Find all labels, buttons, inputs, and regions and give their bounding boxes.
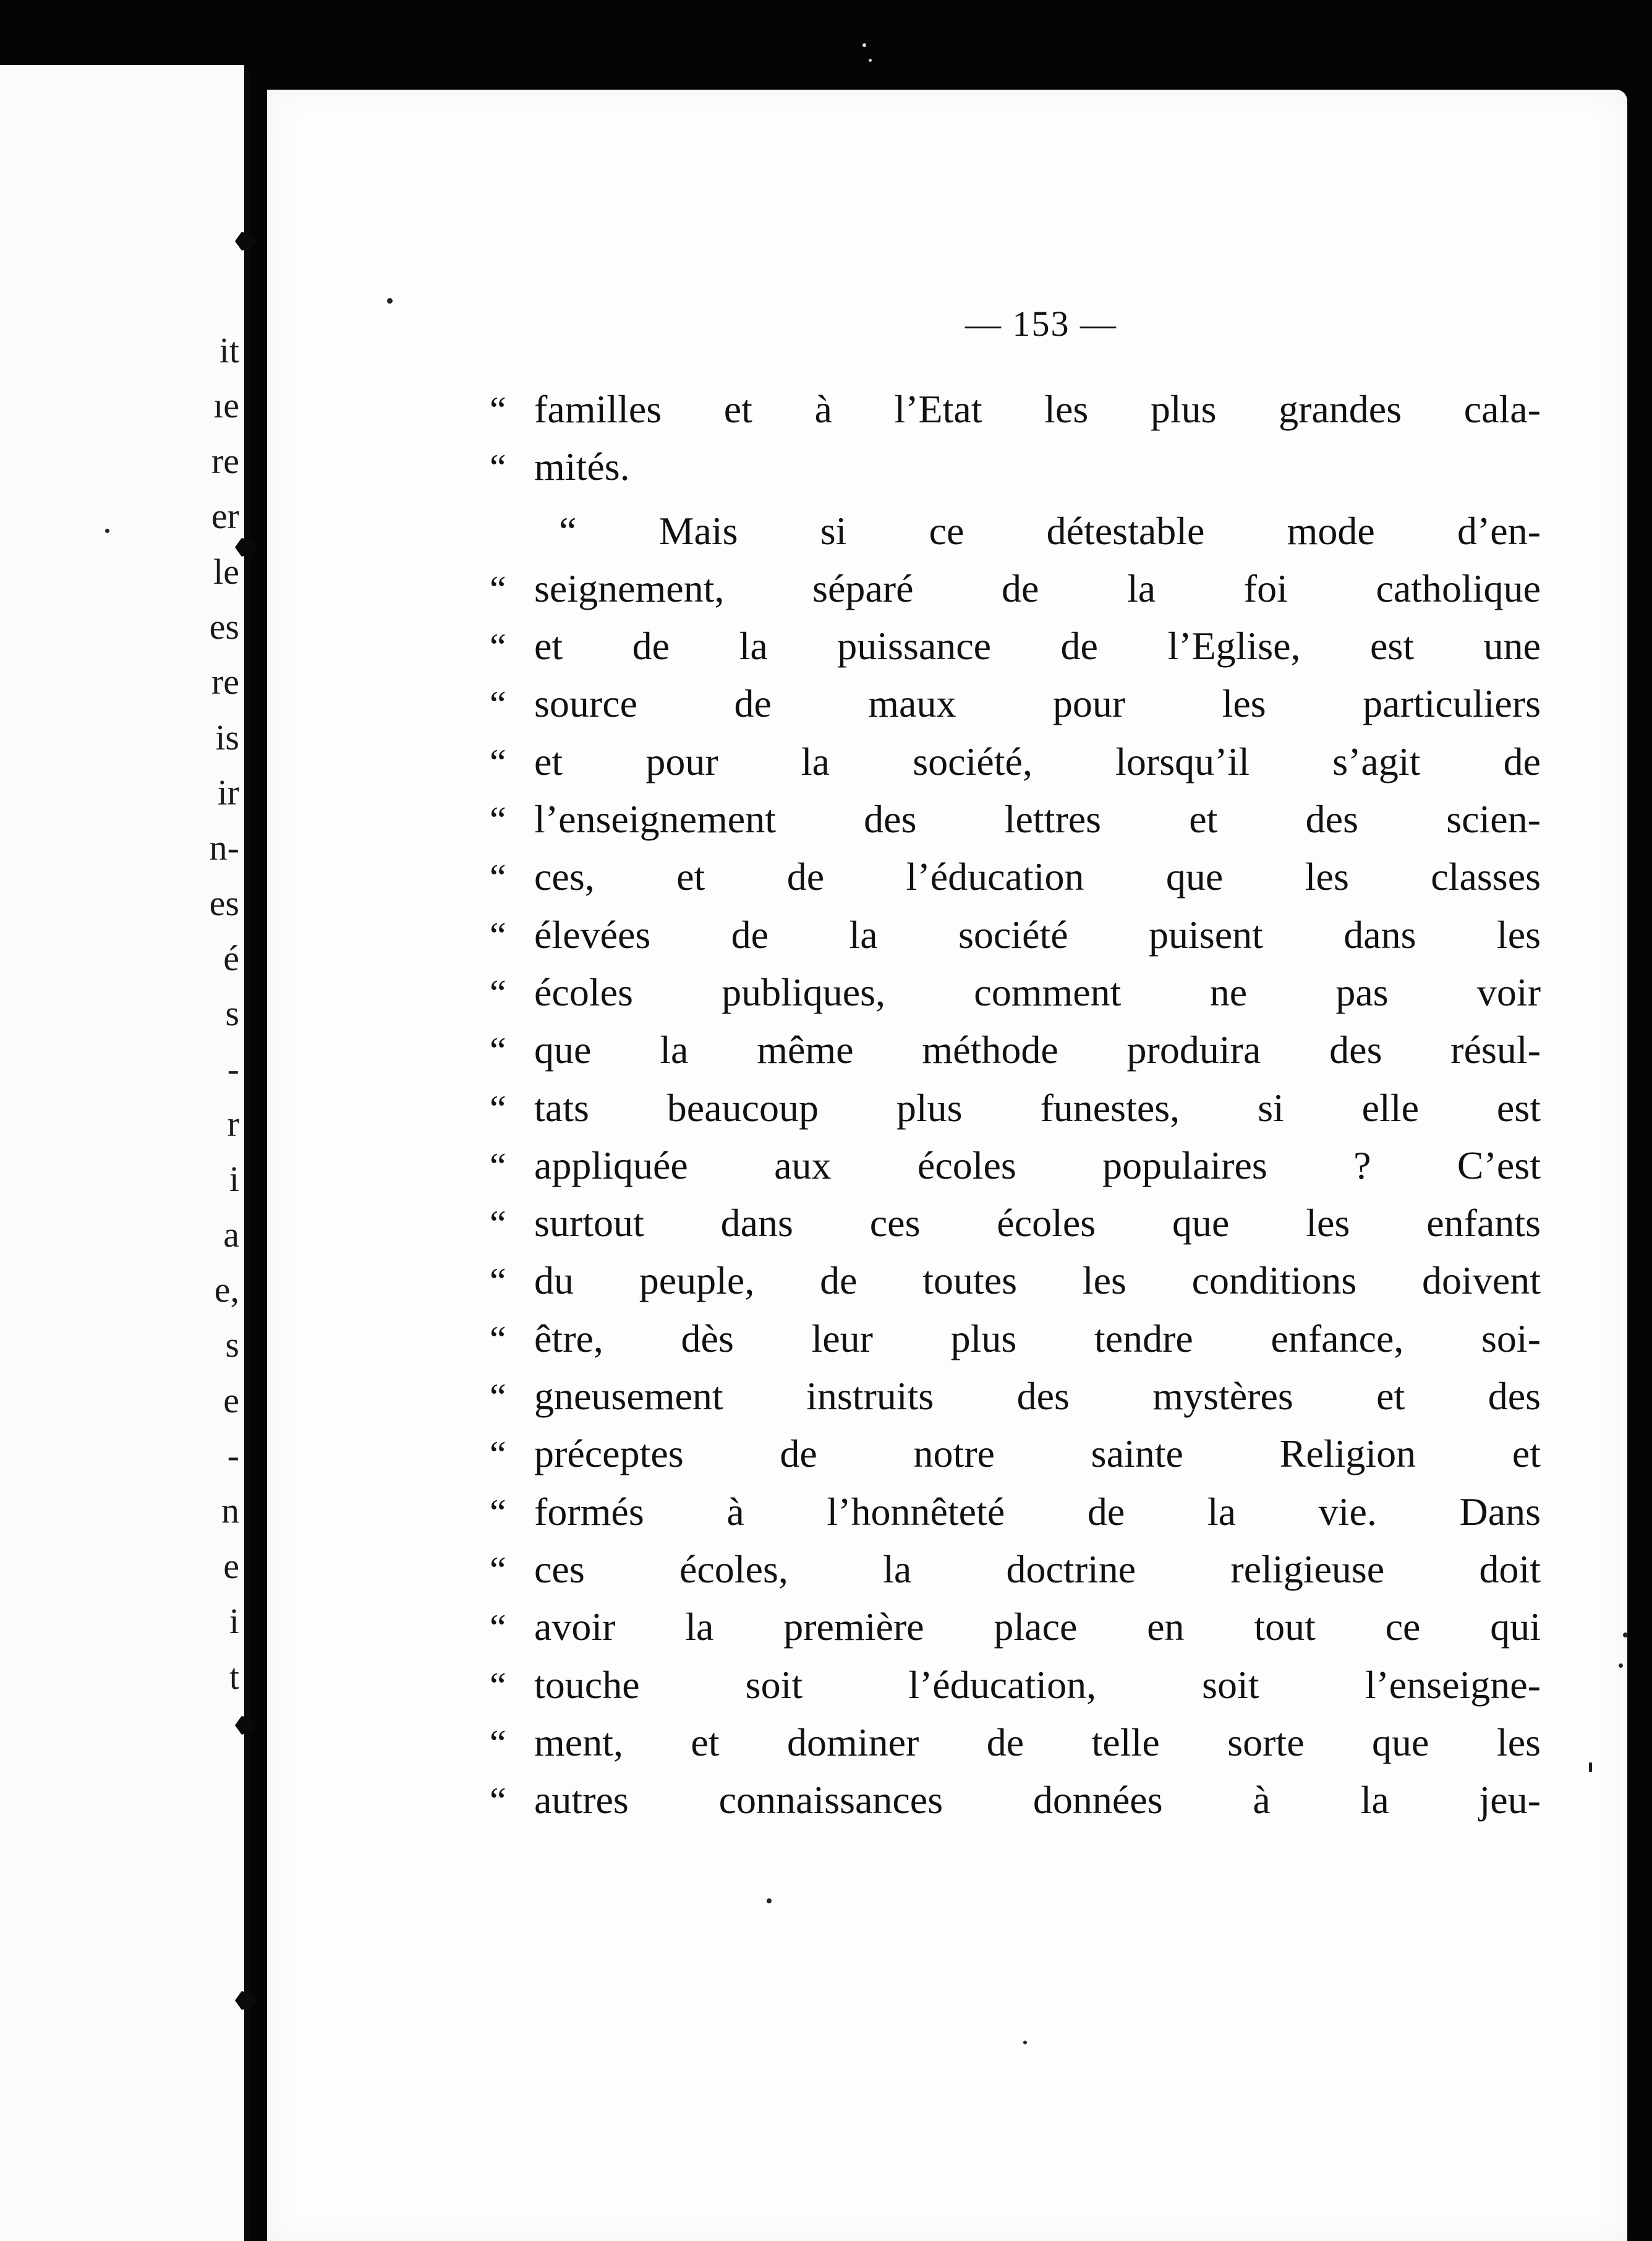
- quote-mark: “: [490, 1145, 506, 1187]
- line-text: ment, et dominer de telle sorte que les: [534, 1720, 1541, 1764]
- quote-mark: “: [490, 741, 506, 783]
- line-text: être, dès leur plus tendre enfance, soi-: [534, 1316, 1541, 1360]
- line-text: source de maux pour les particuliers: [534, 681, 1541, 726]
- text-line: [490, 1079, 1541, 1137]
- left-page-fragment: -: [227, 1049, 239, 1089]
- binding-stitch: [235, 538, 257, 557]
- quote-mark: “: [490, 684, 506, 725]
- text-line: [490, 1252, 1541, 1309]
- quote-mark: “: [490, 1318, 506, 1360]
- left-page-fragment: i: [229, 1601, 239, 1641]
- left-page-fragment: s: [225, 1325, 239, 1365]
- line-text: mités.: [534, 445, 630, 489]
- line-text: préceptes de notre sainte Religion et: [534, 1432, 1541, 1476]
- line-text: ces écoles, la doctrine religieuse doit: [534, 1547, 1541, 1591]
- quote-mark: “: [490, 1030, 506, 1072]
- book-binding: [235, 68, 257, 2241]
- text-line: [490, 1310, 1541, 1367]
- left-page-fragment: e: [223, 1380, 239, 1420]
- text-line: [490, 1137, 1541, 1194]
- text-line: [490, 906, 1541, 963]
- quote-mark: “: [490, 1492, 506, 1533]
- line-text: du peuple, de toutes les conditions doivent: [534, 1258, 1541, 1303]
- left-page-fragment: s: [225, 993, 239, 1033]
- left-page-fragment: n: [221, 1490, 239, 1530]
- binding-stitch: [235, 1991, 257, 2010]
- text-line: [490, 502, 1541, 560]
- right-page: [267, 90, 1627, 2241]
- page-number: — 153 —: [965, 304, 1117, 344]
- left-page-fragment: t: [229, 1657, 239, 1697]
- line-text: et de la puissance de l’Eglise, est une: [534, 624, 1541, 668]
- quote-mark: “: [490, 1780, 506, 1822]
- text-line: [490, 1714, 1541, 1771]
- text-line: [490, 1021, 1541, 1078]
- quote-mark: “: [490, 1261, 506, 1302]
- binding-line: [245, 68, 249, 2241]
- quote-mark: “: [490, 1665, 506, 1706]
- binding-stitch: [235, 232, 257, 250]
- quote-mark: “: [490, 800, 506, 841]
- text-line: [490, 1598, 1541, 1655]
- line-text: “ Mais si ce détestable mode d’en-: [559, 508, 1541, 553]
- quote-mark: “: [490, 447, 506, 489]
- left-page-fragment: re: [211, 441, 239, 481]
- quote-mark: “: [490, 1607, 506, 1649]
- quote-mark: “: [490, 1434, 506, 1475]
- line-text: que la même méthode produira des résul-: [534, 1028, 1541, 1072]
- text-line: [490, 560, 1541, 617]
- binding-stitch: [235, 1716, 257, 1735]
- text-line: [490, 438, 1541, 495]
- left-page-fragment: e: [223, 1546, 239, 1586]
- line-text: avoir la première place en tout ce qui: [534, 1605, 1541, 1649]
- text-line: [490, 380, 1541, 438]
- left-page-fragment: le: [213, 552, 239, 592]
- line-text: l’enseignement des lettres et des scien-: [534, 797, 1541, 842]
- line-text: familles et à l’Etat les plus grandes cala-: [534, 387, 1541, 431]
- text-line: [490, 1483, 1541, 1540]
- left-page-fragment: n-: [209, 827, 239, 868]
- quote-mark: “: [490, 1549, 506, 1590]
- left-page-fragment: a: [223, 1214, 239, 1255]
- left-page-fragment: it: [219, 330, 239, 370]
- text-line: [490, 1771, 1541, 1829]
- line-text: tats beaucoup plus funestes, si elle est: [534, 1085, 1541, 1130]
- line-text: surtout dans ces écoles que les enfants: [534, 1201, 1541, 1245]
- quote-mark: “: [490, 857, 506, 899]
- quote-mark: “: [490, 568, 506, 610]
- line-text: ces, et de l’éducation que les classes: [534, 855, 1541, 899]
- text-line: [490, 733, 1541, 790]
- quote-mark: “: [490, 1377, 506, 1418]
- line-text: élevées de la société puisent dans les: [534, 912, 1541, 957]
- text-line: [490, 1656, 1541, 1714]
- quote-mark: “: [490, 1088, 506, 1129]
- left-page-fragment: e,: [214, 1270, 239, 1310]
- text-line: [490, 1367, 1541, 1425]
- quote-mark: “: [490, 1203, 506, 1245]
- line-text: appliquée aux écoles populaires ? C’est: [534, 1143, 1541, 1187]
- text-line: [490, 848, 1541, 905]
- line-text: écoles publiques, comment ne pas voir: [534, 970, 1541, 1014]
- quote-mark: “: [490, 626, 506, 668]
- line-text: autres connaissances données à la jeu-: [534, 1778, 1541, 1822]
- left-page-fragment: es: [209, 607, 239, 647]
- line-text: touche soit l’éducation, soit l’enseigne-: [534, 1662, 1541, 1707]
- left-page-fragment: é: [223, 938, 239, 978]
- left-page-fragment: is: [215, 717, 239, 758]
- left-page-fragment: ıe: [213, 385, 239, 425]
- quote-mark: “: [490, 915, 506, 956]
- quote-mark: “: [490, 390, 506, 430]
- quote-mark: “: [490, 972, 506, 1014]
- text-line: [490, 675, 1541, 732]
- line-text: seignement, séparé de la foi catholique: [534, 566, 1541, 610]
- text-line: [490, 1540, 1541, 1598]
- text-line: [490, 963, 1541, 1021]
- quote-mark: “: [490, 1722, 506, 1764]
- left-page-fragment: es: [209, 883, 239, 923]
- text-line: [490, 1425, 1541, 1482]
- left-page-fragment: i: [229, 1159, 239, 1199]
- text-line: [490, 1194, 1541, 1252]
- left-page-fragment: ir: [217, 772, 239, 813]
- left-facing-page: [0, 65, 244, 2241]
- line-text: gneusement instruits des mystères et des: [534, 1374, 1541, 1419]
- left-page-fragment: r: [227, 1104, 239, 1144]
- left-page-fragment: er: [211, 496, 239, 536]
- line-text: formés à l’honnêteté de la vie. Dans: [534, 1489, 1541, 1534]
- body-text: [490, 380, 1541, 1829]
- left-page-fragment: -: [227, 1435, 239, 1475]
- left-page-fragment: re: [211, 662, 239, 702]
- text-line: [490, 790, 1541, 848]
- text-line: [490, 617, 1541, 675]
- line-text: et pour la société, lorsqu’il s’agit de: [534, 739, 1541, 783]
